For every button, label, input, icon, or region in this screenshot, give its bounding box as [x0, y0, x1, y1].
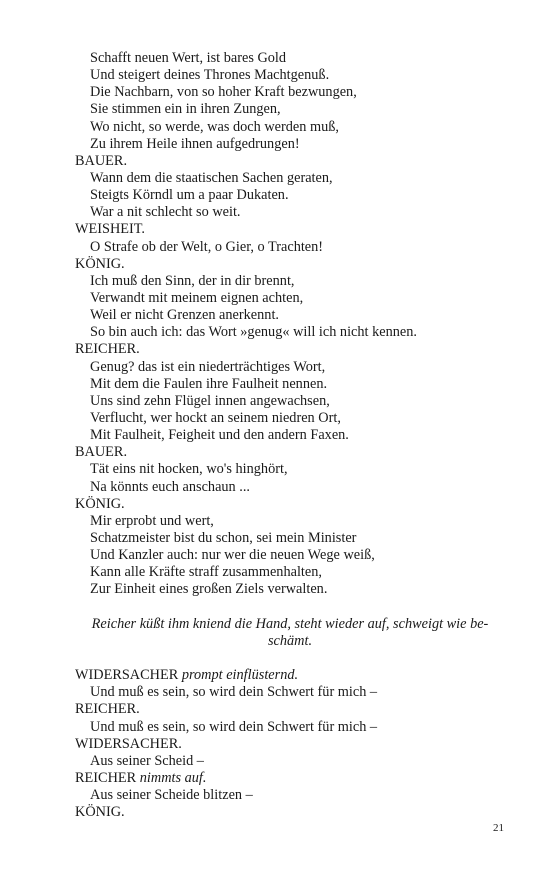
verse-line [75, 187, 505, 204]
verse-text: Sie stimmen ein in ihren Zungen, [90, 101, 281, 118]
verse-text: Verwandt mit meinem eignen achten, [90, 289, 304, 306]
verse-line [75, 461, 505, 478]
speaker-label: REICHER. [75, 701, 140, 718]
verse-line [75, 530, 505, 547]
speaker-name [75, 221, 505, 238]
page-number: 21 [493, 822, 504, 834]
verse-text: Und muß es sein, so wird dein Schwert für mich – [90, 718, 378, 735]
stage-direction [75, 616, 505, 650]
speaker-name [75, 341, 505, 358]
verse-line [75, 239, 505, 256]
verse-line [75, 101, 505, 118]
verse-text: Und steigert deines Thrones Machtgenuß. [90, 67, 330, 84]
verse-text: War a nit schlecht so weit. [90, 204, 241, 221]
verse-line [75, 684, 505, 701]
verse-line [75, 204, 505, 221]
verse-text: Aus seiner Scheid – [90, 752, 204, 769]
speaker-label: REICHER. [75, 341, 140, 358]
speaker-name [75, 804, 505, 821]
speaker-label: BAUER. [75, 444, 128, 461]
verse-line [75, 170, 505, 187]
verse-text: Und muß es sein, so wird dein Schwert für mich – [90, 684, 378, 701]
verse-line [75, 479, 505, 496]
verse-line [75, 581, 505, 598]
page-body [75, 50, 505, 821]
speaker-label: BAUER. [75, 152, 128, 169]
verse-text: Uns sind zehn Flügel innen angewachsen, [90, 392, 330, 409]
speaker-name [75, 256, 505, 273]
spacer [75, 599, 505, 616]
speaker-label: KÖNIG. [75, 804, 125, 821]
spacer [75, 650, 505, 667]
verse-line [75, 307, 505, 324]
verse-text: Mit dem die Faulen ihre Faulheit nennen. [90, 375, 328, 392]
speaker-name [75, 444, 505, 461]
verse-line [75, 119, 505, 136]
speaker-name [75, 736, 505, 753]
verse-text: Ich muß den Sinn, der in dir brennt, [90, 272, 295, 289]
speaker-name [75, 770, 505, 787]
verse-text: Wo nicht, so werde, was doch werden muß, [90, 118, 339, 135]
verse-text: Mit Faulheit, Feigheit und den andern Faxen. [90, 427, 349, 444]
verse-line [75, 719, 505, 736]
verse-text: Na könnts euch anschaun ... [90, 478, 251, 495]
verse-line [75, 513, 505, 530]
speaker-label: WEISHEIT. [75, 221, 146, 238]
verse-line [75, 393, 505, 410]
verse-text: Die Nachbarn, von so hoher Kraft bezwungen, [90, 84, 357, 101]
verse-text: Kann alle Kräfte straff zusammenhalten, [90, 564, 322, 581]
speaker-label: REICHER [75, 769, 137, 786]
verse-text: Schafft neuen Wert, ist bares Gold [90, 50, 287, 66]
verse-line [75, 136, 505, 153]
verse-line [75, 67, 505, 84]
verse-line [75, 50, 505, 67]
speaker-label: KÖNIG. [75, 495, 125, 512]
verse-text: O Strafe ob der Welt, o Gier, o Trachten! [90, 238, 324, 255]
verse-text: Zu ihrem Heile ihnen aufgedrungen! [90, 135, 300, 152]
verse-line [75, 376, 505, 393]
speaker-name [75, 667, 505, 684]
stage-direction-line-1: Reicher küßt ihm kniend die Hand, steht wieder auf, schweigt wie be- [91, 615, 489, 632]
verse-line [75, 84, 505, 101]
speaker-label: KÖNIG. [75, 255, 125, 272]
verse-line [75, 410, 505, 427]
speaker-name [75, 496, 505, 513]
verse-text: Zur Einheit eines großen Ziels verwalten. [90, 581, 328, 598]
verse-line [75, 290, 505, 307]
text-block-after [75, 667, 505, 821]
verse-text: Mir erprobt und wert, [90, 512, 214, 529]
text-block-before [75, 50, 505, 599]
verse-text: So bin auch ich: das Wort »genug« will ich nicht kennen. [90, 324, 417, 341]
verse-line [75, 273, 505, 290]
verse-line [75, 753, 505, 770]
verse-text: Schatzmeister bist du schon, sei mein Minister [90, 529, 357, 546]
verse-line [75, 547, 505, 564]
verse-text: Wann dem die staatischen Sachen geraten, [90, 169, 333, 186]
inline-stage-direction: nimmts auf. [139, 769, 207, 786]
speaker-name [75, 153, 505, 170]
verse-line [75, 427, 505, 444]
verse-line [75, 359, 505, 376]
verse-text: Aus seiner Scheide blitzen – [90, 787, 253, 804]
verse-line [75, 787, 505, 804]
verse-text: Genug? das ist ein niederträchtiges Wort, [90, 358, 326, 375]
verse-text: Und Kanzler auch: nur wer die neuen Wege weiß, [90, 547, 375, 564]
verse-text: Weil er nicht Grenzen anerkennt. [90, 307, 279, 324]
verse-line [75, 324, 505, 341]
inline-stage-direction: prompt einflüsternd. [181, 667, 299, 684]
verse-text: Steigts Körndl um a paar Dukaten. [90, 187, 289, 204]
stage-direction-line-2: schämt. [267, 632, 313, 649]
speaker-label: WIDERSACHER [75, 667, 179, 684]
speaker-name [75, 701, 505, 718]
speaker-label: WIDERSACHER. [75, 735, 182, 752]
verse-text: Tät eins nit hocken, wo's hinghört, [90, 461, 288, 478]
verse-text: Verflucht, wer hockt an seinem niedren Ort, [90, 409, 341, 426]
verse-line [75, 564, 505, 581]
